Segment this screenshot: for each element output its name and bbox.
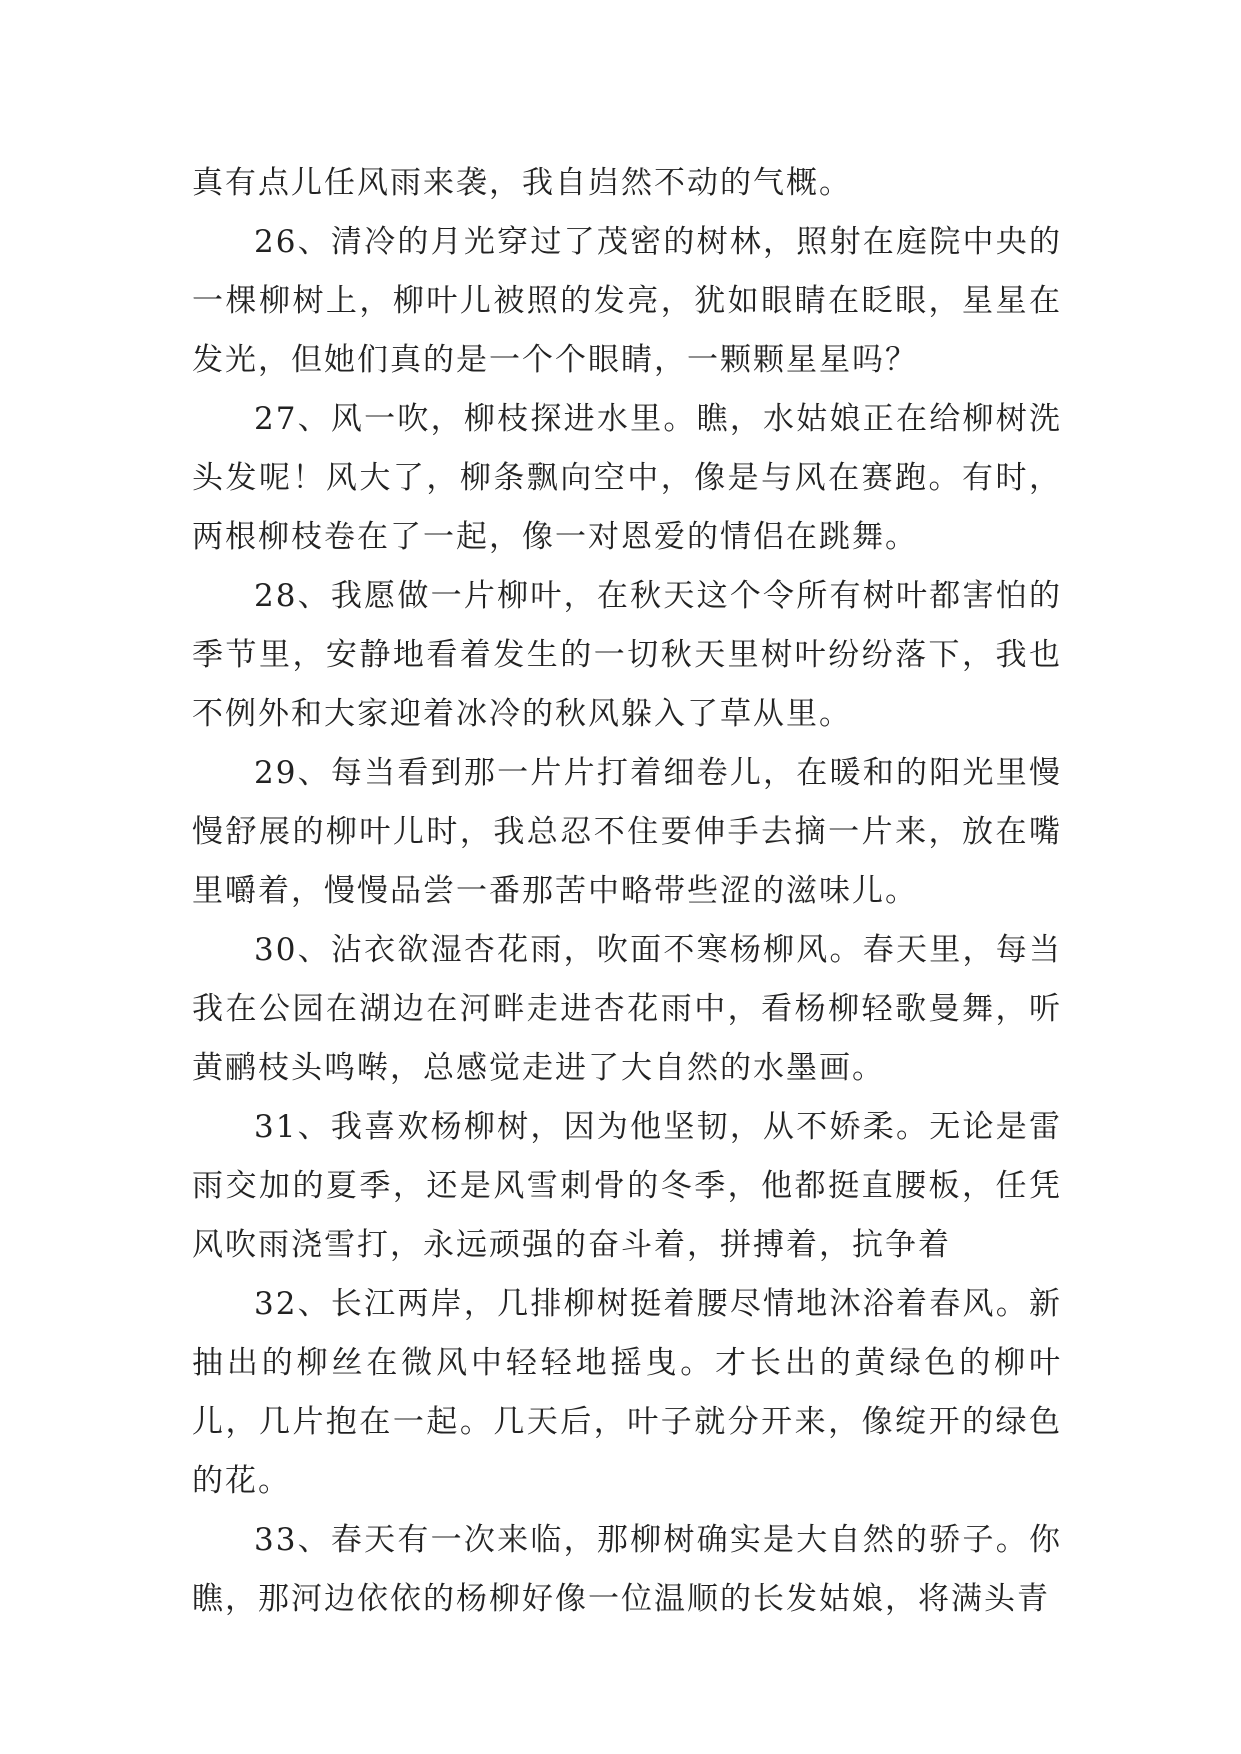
paragraph-27: 27、风一吹，柳枝探进水里。瞧，水姑娘正在给柳树洗头发呢！风大了，柳条飘向空中，像是与风在赛跑。有时，两根柳枝卷在了一起，像一对恩爱的情侣在跳舞。 [192,401,1062,555]
paragraph-28: 28、我愿做一片柳叶，在秋天这个令所有树叶都害怕的季节里，安静地看着发生的一切秋天里树叶纷纷落下，我也不例外和大家迎着冰冷的秋风躲入了草从里。 [192,578,1062,732]
paragraph-33: 33、春天有一次来临，那柳树确实是大自然的骄子。你瞧，那河边依依的杨柳好像一位温顺的长发姑娘，将满头青 [192,1522,1062,1617]
paragraph-continuation: 真有点儿任风雨来袭，我自岿然不动的气概。 [192,165,852,201]
paragraph-26: 26、清冷的月光穿过了茂密的树林，照射在庭院中央的一棵柳树上，柳叶儿被照的发亮，犹如眼睛在眨眼，星星在发光，但她们真的是一个个眼睛，一颗颗星星吗？ [192,224,1062,378]
paragraph-30: 30、沾衣欲湿杏花雨，吹面不寒杨柳风。春天里，每当我在公园在湖边在河畔走进杏花雨中，看杨柳轻歌曼舞，听黄鹂枝头鸣啭，总感觉走进了大自然的水墨画。 [192,932,1062,1086]
paragraph-32: 32、长江两岸，几排柳树挺着腰尽情地沐浴着春风。新抽出的柳丝在微风中轻轻地摇曳。才长出的黄绿色的柳叶儿，几片抱在一起。几天后，叶子就分开来，像绽开的绿色的花。 [192,1286,1062,1499]
paragraph-31: 31、我喜欢杨柳树，因为他坚韧，从不娇柔。无论是雷雨交加的夏季，还是风雪刺骨的冬季，他都挺直腰板，任凭风吹雨浇雪打，永远顽强的奋斗着，拼搏着，抗争着 [192,1109,1062,1263]
body-text [192,154,1062,1629]
paragraph-29: 29、每当看到那一片片打着细卷儿，在暖和的阳光里慢慢舒展的柳叶儿时，我总忍不住要伸手去摘一片来，放在嘴里嚼着，慢慢品尝一番那苦中略带些涩的滋味儿。 [192,755,1062,909]
